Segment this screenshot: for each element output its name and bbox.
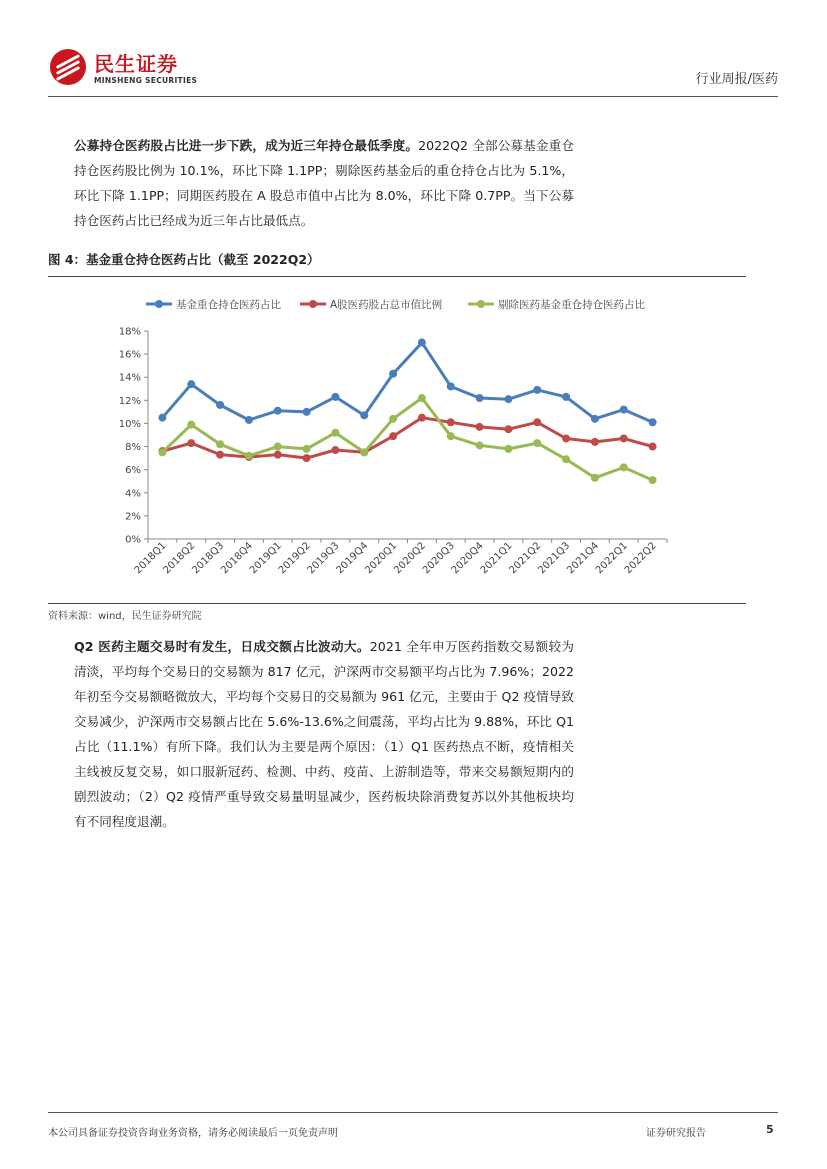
data-point xyxy=(649,476,657,484)
x-tick-label: 2020Q3 xyxy=(421,540,457,577)
data-point xyxy=(504,395,512,403)
data-point xyxy=(533,418,541,426)
x-tick-label: 2022Q1 xyxy=(594,540,630,577)
x-tick-label: 2020Q1 xyxy=(363,540,400,577)
data-point xyxy=(476,423,484,431)
data-point xyxy=(649,443,657,451)
footer-disclaimer: 本公司具备证券投资咨询业务资格，请务必阅读最后一页免责声明 xyxy=(48,1128,338,1139)
data-point xyxy=(418,394,426,402)
x-tick-label: 2018Q4 xyxy=(219,540,256,577)
y-tick-label: 12% xyxy=(118,395,141,407)
figure-top-rule xyxy=(48,276,746,277)
figure-bottom-rule xyxy=(48,603,746,604)
y-tick-label: 4% xyxy=(125,488,141,500)
y-tick-label: 18% xyxy=(118,326,141,338)
logo-chinese-name: 民生证券 xyxy=(94,52,178,76)
data-point xyxy=(216,451,224,459)
x-tick-label: 2018Q1 xyxy=(132,540,169,577)
x-tick-label: 2021Q4 xyxy=(565,540,602,577)
legend-swatch-marker xyxy=(155,300,163,308)
page-number: 5 xyxy=(766,1123,774,1136)
data-point xyxy=(216,401,224,409)
x-tick-label: 2019Q3 xyxy=(305,540,342,577)
y-tick-label: 2% xyxy=(125,511,141,523)
data-point xyxy=(591,415,599,423)
data-point xyxy=(187,380,195,388)
y-tick-label: 6% xyxy=(125,465,141,477)
minsheng-logo-icon xyxy=(50,49,86,85)
y-tick-label: 0% xyxy=(125,534,141,546)
report-category: 行业周报/医药 xyxy=(695,72,778,87)
x-tick-label: 2018Q2 xyxy=(161,540,198,577)
y-tick-label: 14% xyxy=(118,372,141,384)
data-point xyxy=(504,445,512,453)
paragraph-lead: 公募持仓医药股占比进一步下跌，成为近三年持仓最低季度。 xyxy=(74,138,419,153)
x-tick-label: 2019Q2 xyxy=(276,540,313,577)
y-tick-label: 16% xyxy=(118,349,141,361)
data-point xyxy=(476,394,484,402)
data-point xyxy=(303,454,311,462)
data-point xyxy=(476,441,484,449)
data-point xyxy=(389,370,397,378)
data-point xyxy=(389,432,397,440)
data-point xyxy=(504,425,512,433)
line-chart xyxy=(48,282,746,600)
series-line-1 xyxy=(162,343,652,423)
paragraph-trading-volume xyxy=(48,634,574,834)
data-point xyxy=(187,421,195,429)
data-point xyxy=(418,339,426,347)
paragraph-body: 2022Q2 全部公募基金重仓持仓医药股比例为 10.1%，环比下降 1.1PP；剔除医药基金后的重仓持仓占比为 5.1%，环比下降 1.1PP；同期医药股在 A 股总市值中占比为 8.0%，环比下降 0.7PP。当下公募持仓医药占比已经成为近三年占比最低点。 xyxy=(74,138,575,228)
data-point xyxy=(533,439,541,447)
data-point xyxy=(649,418,657,426)
data-point xyxy=(216,440,224,448)
x-tick-label: 2019Q4 xyxy=(334,540,371,577)
paragraph-fund-holdings xyxy=(48,133,574,233)
x-tick-label: 2021Q2 xyxy=(507,540,544,577)
data-point xyxy=(158,414,166,422)
data-point xyxy=(274,451,282,459)
data-point xyxy=(620,434,628,442)
data-point xyxy=(331,429,339,437)
legend-swatch-marker xyxy=(477,300,485,308)
paragraph-lead: Q2 医药主题交易时有发生，日成交额占比波动大。 xyxy=(74,639,370,654)
data-point xyxy=(331,393,339,401)
data-point xyxy=(187,439,195,447)
data-point xyxy=(620,463,628,471)
data-point xyxy=(562,455,570,463)
x-tick-label: 2021Q3 xyxy=(536,540,573,577)
legend-label: 剔除医药基金重仓持仓医药占比 xyxy=(498,299,645,311)
data-point xyxy=(591,438,599,446)
data-point xyxy=(360,411,368,419)
data-point xyxy=(274,407,282,415)
x-tick-label: 2021Q1 xyxy=(478,540,515,577)
figure-title: 图 4：基金重仓持仓医药占比（截至 2022Q2） xyxy=(48,252,320,267)
legend-swatch-marker xyxy=(309,300,317,308)
x-tick-label: 2022Q2 xyxy=(622,540,659,577)
x-tick-label: 2018Q3 xyxy=(190,540,227,577)
data-point xyxy=(418,414,426,422)
x-tick-label: 2020Q2 xyxy=(392,540,429,577)
data-point xyxy=(331,446,339,454)
paragraph-body: 2021 全年申万医药指数交易额较为清淡，平均每个交易日的交易额为 817 亿元，沪深两市交易额平均占比为 7.96%；2022 年初至今交易额略微放大，平均每个交易日的交易额为 961 亿元，主要由于 Q2 疫情导致交易减少，沪深两市交易额占比在 5.6%-13.6%之间震荡，平均占比为 9.88%，环比 Q1 占比（11.1%）有所下降。我们认为主要是两个原因：（1）Q1 医药热点不断，疫情相关主线被反复交易，如口服新冠药、检测、中药、疫苗、上游制造等，带来交易额短期内的剧烈波动；（2）Q2 疫情严重导致交易量明显减少，医药板块除消费复苏以外其他板块均有不同程度退潮。 xyxy=(74,639,574,829)
data-point xyxy=(303,445,311,453)
data-point xyxy=(447,432,455,440)
data-point xyxy=(533,386,541,394)
footer-rule xyxy=(48,1112,778,1113)
footer-report-type: 证券研究报告 xyxy=(646,1128,706,1139)
data-point xyxy=(274,443,282,451)
data-point xyxy=(562,393,570,401)
x-tick-label: 2020Q4 xyxy=(449,540,486,577)
data-point xyxy=(389,415,397,423)
data-point xyxy=(620,406,628,414)
logo-english-name: MINSHENG SECURITIES xyxy=(94,76,198,85)
data-point xyxy=(158,448,166,456)
y-tick-label: 10% xyxy=(118,418,141,430)
legend-label: 基金重仓持仓医药占比 xyxy=(176,299,281,311)
data-point xyxy=(245,416,253,424)
data-point xyxy=(245,452,253,460)
legend-label: A股医药股占总市值比例 xyxy=(330,299,443,311)
data-point xyxy=(360,448,368,456)
data-point xyxy=(447,418,455,426)
page-header xyxy=(48,44,778,97)
figure-source: 资料来源：wind，民生证券研究院 xyxy=(48,611,202,622)
data-point xyxy=(562,434,570,442)
x-tick-label: 2019Q1 xyxy=(248,540,284,577)
data-point xyxy=(447,382,455,390)
y-tick-label: 8% xyxy=(125,442,141,454)
data-point xyxy=(303,408,311,416)
data-point xyxy=(591,474,599,482)
